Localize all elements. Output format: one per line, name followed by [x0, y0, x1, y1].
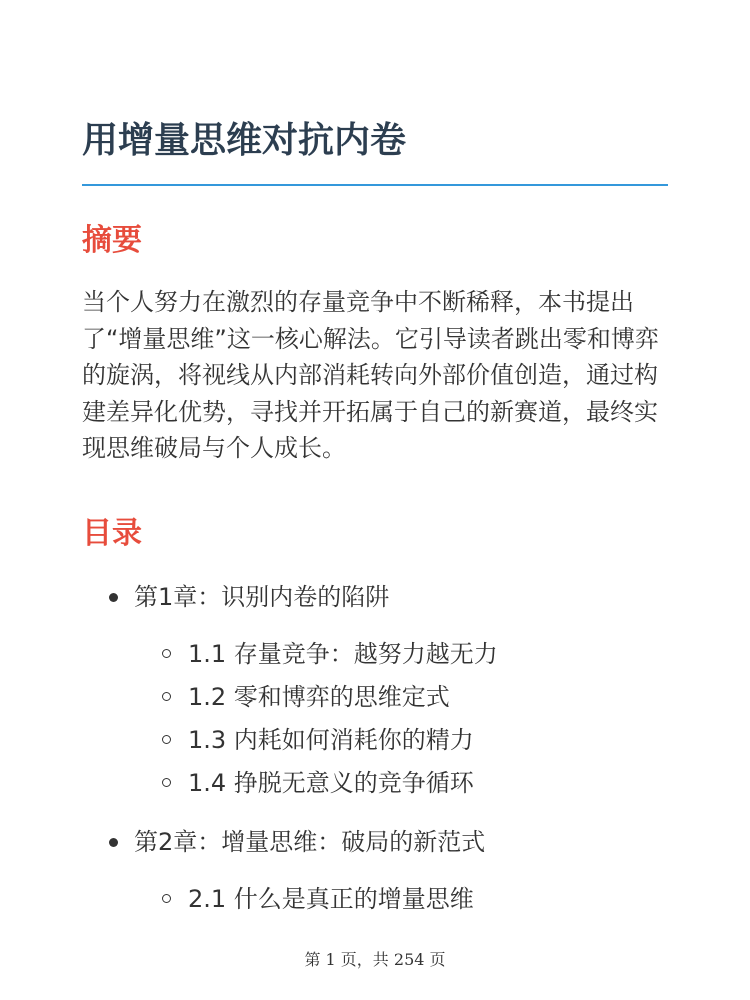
circle-bullet-icon	[162, 735, 171, 744]
toc-section-1-1[interactable]: 1.1 存量竞争：越努力越无力	[188, 640, 498, 668]
toc-section-1-4[interactable]: 1.4 挣脱无意义的竞争循环	[188, 769, 474, 797]
abstract-heading: 摘要	[82, 223, 142, 258]
toc-chapter-2[interactable]: 第2章：增量思维：破局的新范式	[134, 828, 486, 856]
document-title: 用增量思维对抗内卷	[82, 120, 407, 161]
page-number-footer: 第 1 页，共 254 页	[304, 950, 446, 969]
toc-section-2-1[interactable]: 2.1 什么是真正的增量思维	[188, 885, 474, 913]
circle-bullet-icon	[162, 778, 171, 787]
toc-section-1-3[interactable]: 1.3 内耗如何消耗你的精力	[188, 726, 474, 754]
circle-bullet-icon	[162, 692, 171, 701]
disc-bullet-icon	[109, 593, 118, 602]
title-divider	[82, 184, 668, 186]
toc-chapter-1[interactable]: 第1章：识别内卷的陷阱	[134, 583, 390, 611]
circle-bullet-icon	[162, 894, 171, 903]
toc-section-1-2[interactable]: 1.2 零和博弈的思维定式	[188, 683, 450, 711]
abstract-text: 当个人努力在激烈的存量竞争中不断稀释，本书提出了“增量思维”这一核心解法。它引导读者跳出零和博弈的旋涡，将视线从内部消耗转向外部价值创造，通过构建差异化优势，寻找并开拓属于自己的新赛道，最终实现思维破局与个人成长。	[82, 288, 659, 463]
circle-bullet-icon	[162, 649, 171, 658]
toc-heading: 目录	[82, 516, 142, 551]
disc-bullet-icon	[109, 838, 118, 847]
